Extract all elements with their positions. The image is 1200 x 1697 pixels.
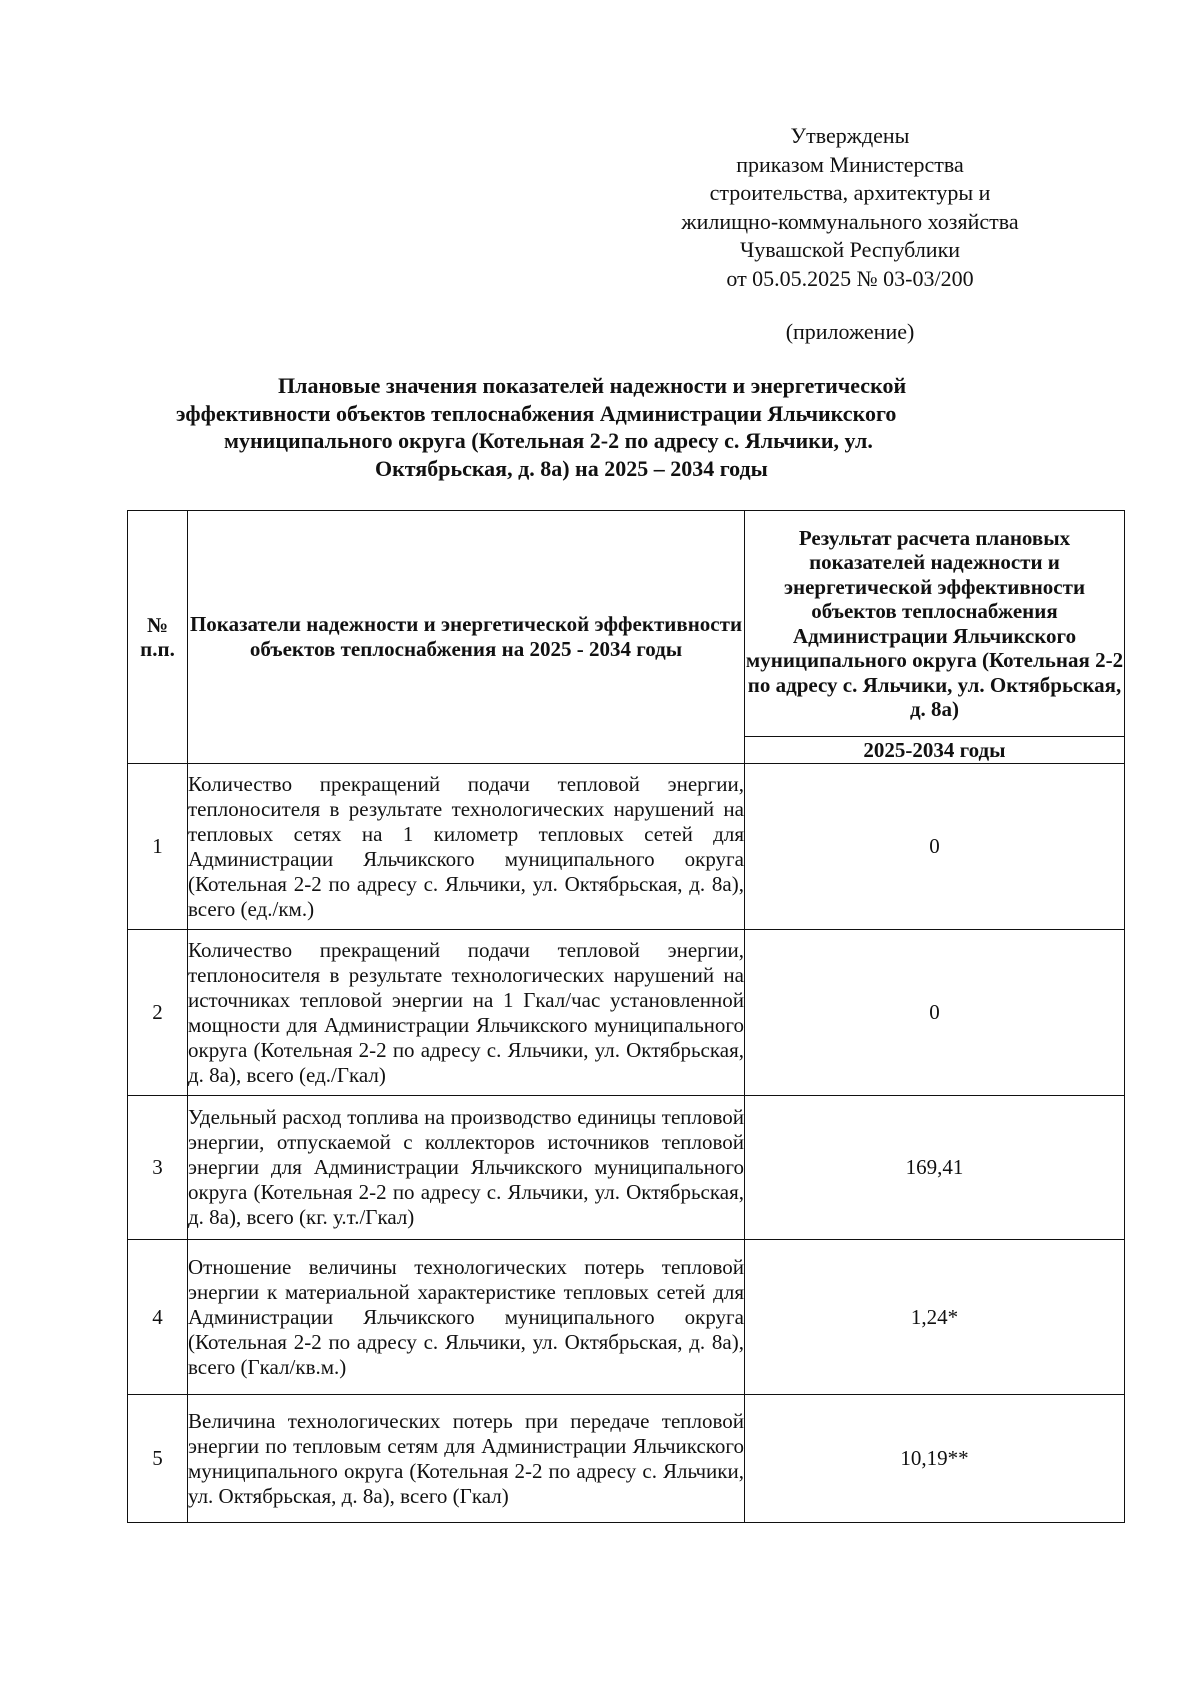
row-indicator: Количество прекращений подачи тепловой энергии, теплоносителя в результате технологических нарушений на тепловых сетях на 1 километр тепловых сетей для Администрации Яльчикского муниципального округа (Котельная 2-2 по адресу с. Яльчики, ул. Октябрьская, д. 8а), всего (ед./км.)	[188, 764, 745, 930]
title-line: Октябрьская, д. 8а) на 2025 – 2034 годы	[375, 455, 768, 481]
row-indicator: Отношение величины технологических потерь тепловой энергии к материальной характеристике тепловых сетей для Администрации Яльчикского муниципального округа (Котельная 2-2 по адресу с. Яльчики, ул. Октябрьская, д. 8а), всего (Гкал/кв.м.)	[188, 1240, 745, 1395]
appendix-label: (приложение)	[785, 319, 915, 344]
row-number: 4	[128, 1240, 188, 1395]
indicators-table	[127, 510, 1125, 1523]
approval-line: Чувашской Республики	[739, 237, 961, 262]
table-row	[128, 930, 1125, 1096]
row-number: 5	[128, 1395, 188, 1523]
approval-order-number: от 05.05.2025 № 03-03/200	[726, 265, 974, 291]
header-years: 2025-2034 годы	[745, 737, 1125, 764]
row-value: 1,24*	[745, 1240, 1125, 1395]
header-result: Результат расчета плановых показателей надежности и энергетической эффективности объектов теплоснабжения Администрации Яльчикского муниципального округа (Котельная 2-2 по адресу с. Яльчики, ул. Октябрьская, д. 8а)	[745, 511, 1125, 737]
row-number: 3	[128, 1096, 188, 1240]
title-line: Плановые значения показателей надежности и энергетической	[278, 373, 907, 398]
approval-line: приказом Министерства	[736, 151, 964, 177]
row-number: 2	[128, 930, 188, 1096]
header-indicator: Показатели надежности и энергетической эффективности объектов теплоснабжения на 2025 - 2034 годы	[188, 511, 745, 764]
row-value: 0	[745, 930, 1125, 1096]
row-value: 169,41	[745, 1096, 1125, 1240]
table-row	[128, 764, 1125, 930]
row-value: 0	[745, 764, 1125, 930]
approval-line: Утверждены	[790, 123, 910, 148]
title-line: муниципального округа (Котельная 2-2 по адресу с. Яльчики, ул.	[224, 428, 873, 453]
header-number: № п.п.	[128, 511, 188, 764]
title-line: эффективности объектов теплоснабжения Администрации Яльчикского	[176, 400, 897, 426]
row-indicator: Количество прекращений подачи тепловой энергии, теплоносителя в результате технологических нарушений на источниках тепловой энергии на 1 Гкал/час установленной мощности для Администрации Яльчикского муниципального округа (Котельная 2-2 по адресу с. Яльчики, ул. Октябрьская, д. 8а), всего (ед./Гкал)	[188, 930, 745, 1096]
table-row	[128, 1395, 1125, 1523]
row-indicator: Величина технологических потерь при передаче тепловой энергии по тепловым сетям для Администрации Яльчикского муниципального округа (Котельная 2-2 по адресу с. Яльчики, ул. Октябрьская, д. 8а), всего (Гкал)	[188, 1395, 745, 1523]
row-value: 10,19**	[745, 1395, 1125, 1523]
table-header-row	[128, 511, 1125, 737]
approval-line: жилищно-коммунального хозяйства	[681, 208, 1019, 234]
table-row	[128, 1240, 1125, 1395]
row-indicator: Удельный расход топлива на производство единицы тепловой энергии, отпускаемой с коллекторов источников тепловой энергии для Администрации Яльчикского муниципального округа (Котельная 2-2 по адресу с. Яльчики, ул. Октябрьская, д. 8а), всего (кг. у.т./Гкал)	[188, 1096, 745, 1240]
approval-line: строительства, архитектуры и	[709, 180, 991, 205]
table-row	[128, 1096, 1125, 1240]
approval-stamp	[640, 122, 1060, 293]
row-number: 1	[128, 764, 188, 930]
document-title	[170, 372, 1070, 482]
